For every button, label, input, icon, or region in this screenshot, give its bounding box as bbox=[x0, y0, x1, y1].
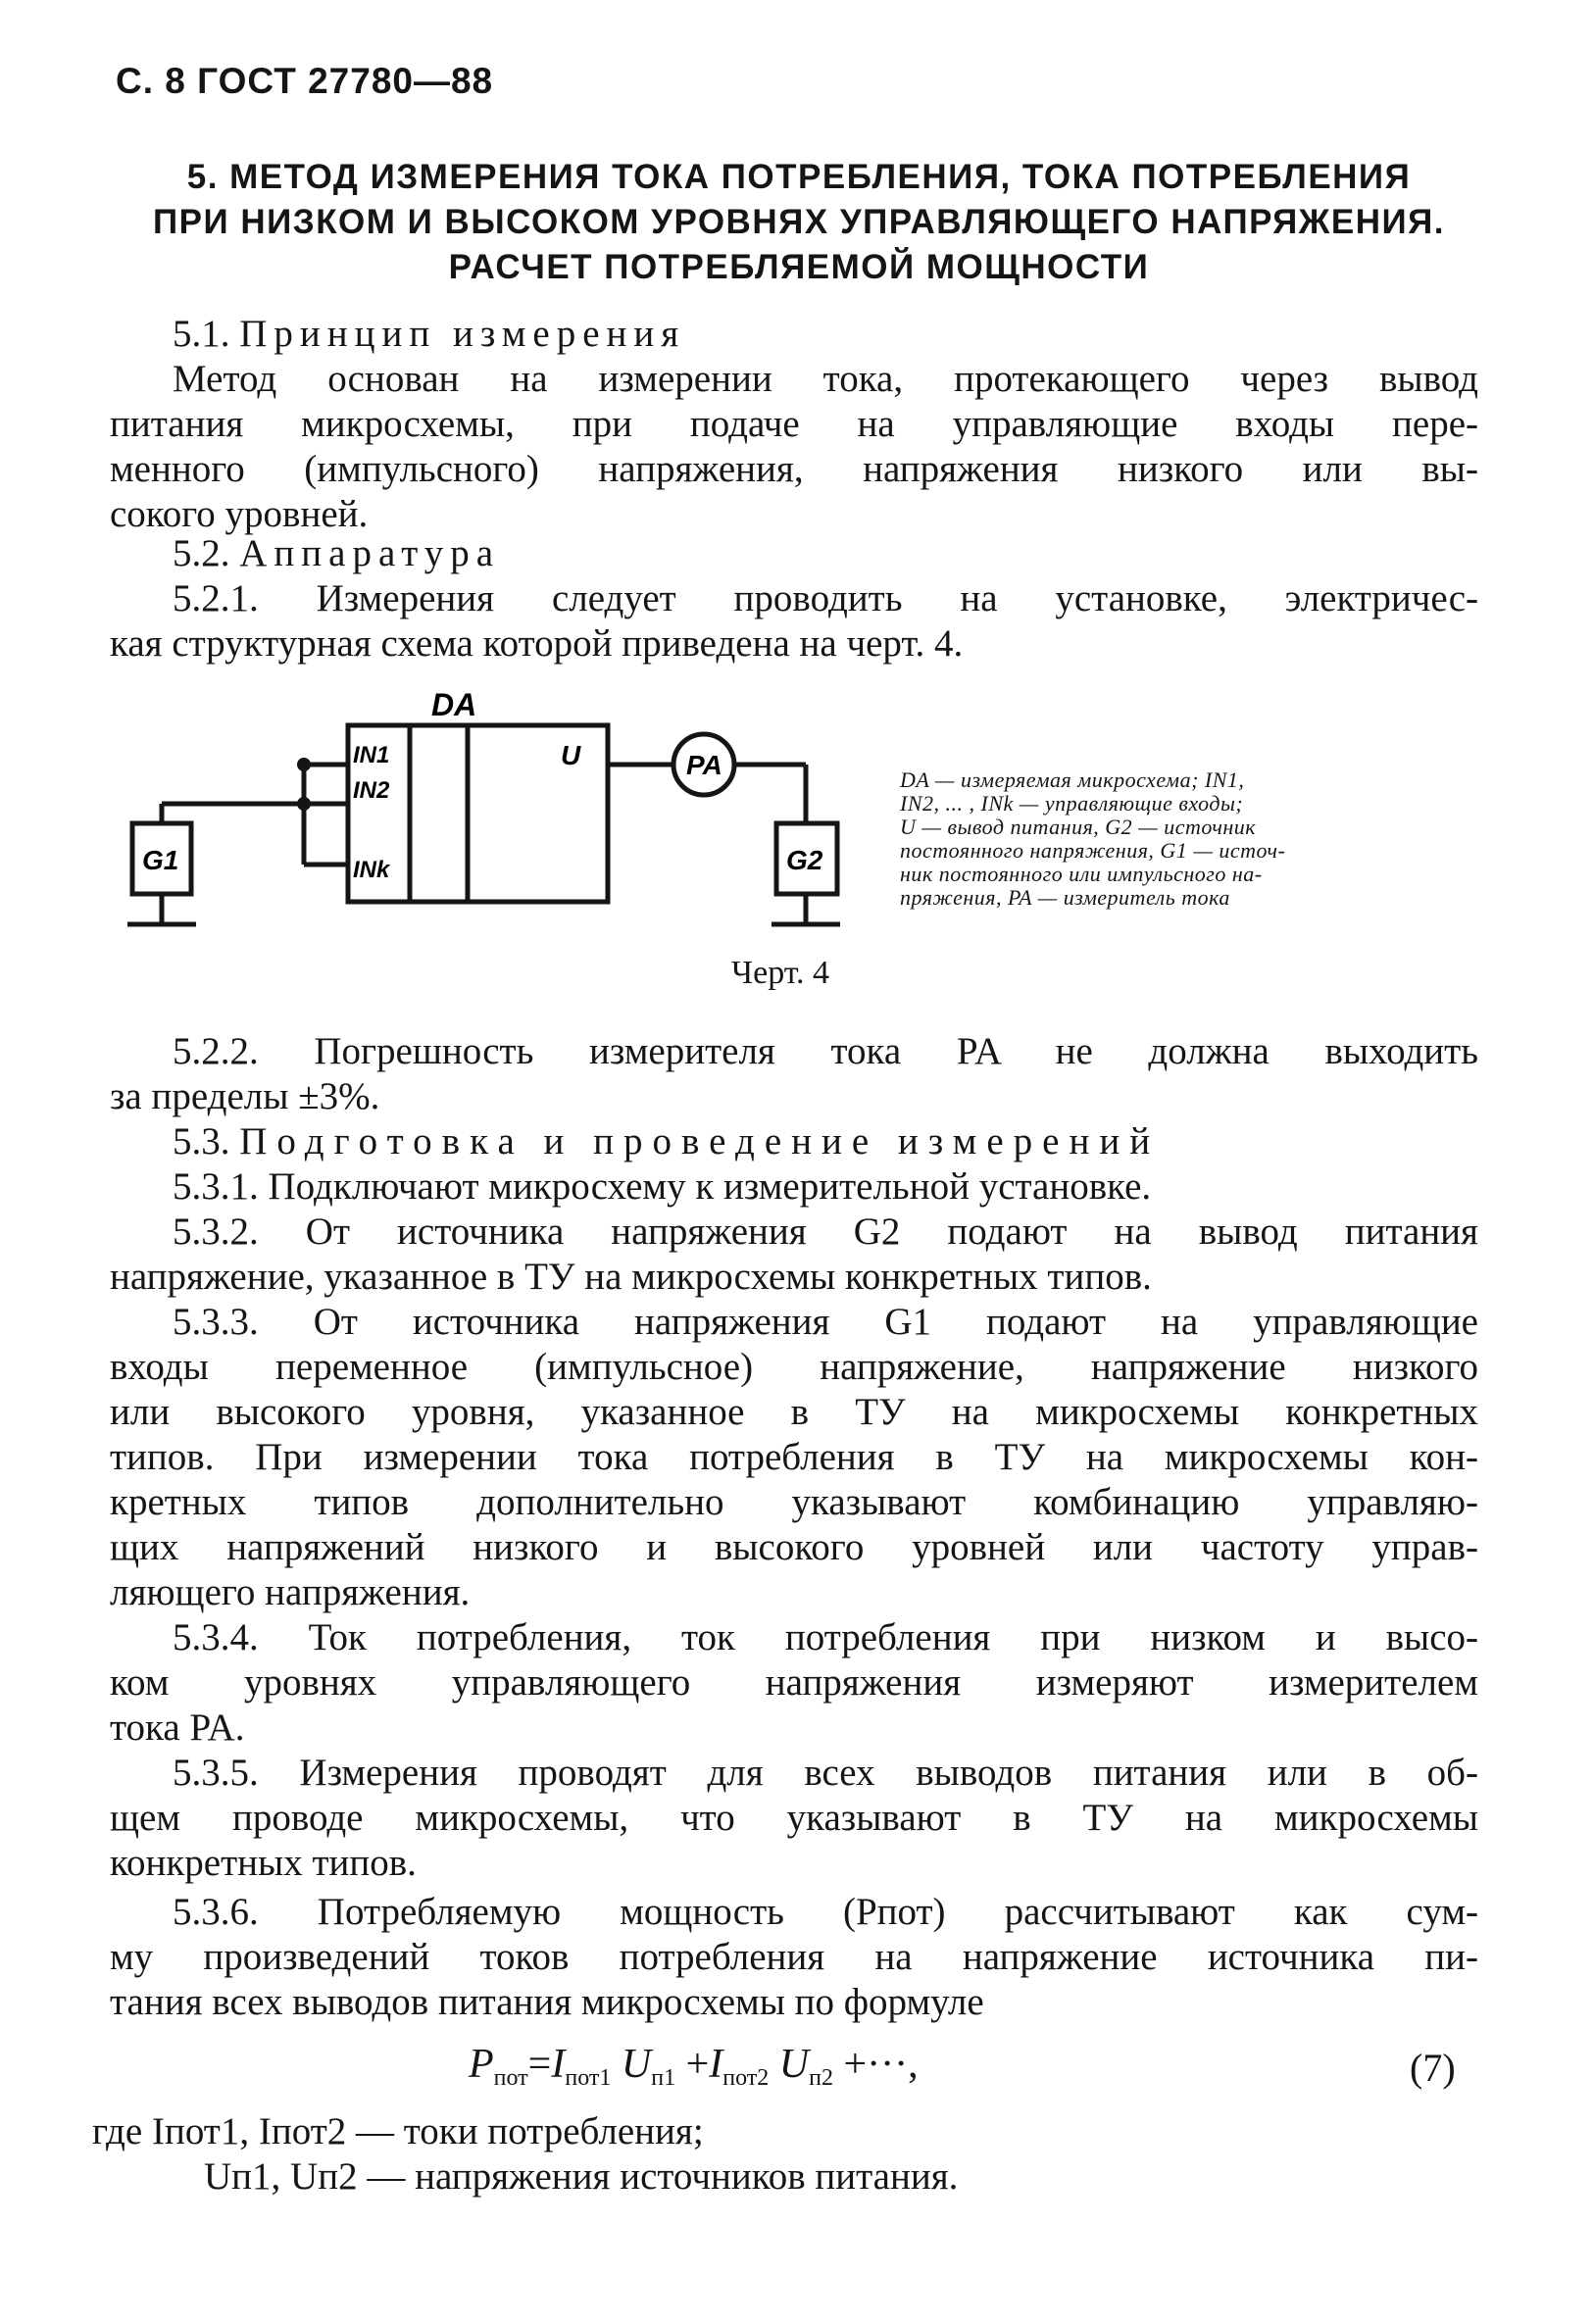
figure-legend bbox=[900, 768, 1285, 910]
paragraph-line: тока PA. bbox=[110, 1706, 245, 1749]
g1-label: G1 bbox=[142, 845, 179, 875]
legend-line: IN2, ... , INk — управляющие входы; bbox=[900, 791, 1244, 816]
junction-dot bbox=[297, 758, 311, 771]
formula-symbol: P bbox=[469, 2042, 494, 2087]
paragraph-line: 5.3.2. От источника напряжения G2 подают на вывод питания bbox=[173, 1211, 1478, 1253]
heading-number: 5.1. bbox=[173, 313, 230, 355]
paragraph-line: 5.3.1. Подключают микросхему к измерительной установке. bbox=[173, 1165, 1152, 1208]
legend-line: DA — измеряемая микросхема; IN1, bbox=[900, 767, 1245, 792]
paragraph-line: щем проводе микросхемы, что указывают в ТУ на микросхемы bbox=[110, 1797, 1478, 1839]
paragraph-line: напряжение, указанное в ТУ на микросхемы конкретных типов. bbox=[110, 1256, 1152, 1298]
paragraph-line: ком уровнях управляющего напряжения измеряют измерителем bbox=[110, 1661, 1478, 1704]
page-header: С. 8 ГОСТ 27780—88 bbox=[116, 61, 494, 101]
paragraph-line: 5.3.3. От источника напряжения G1 подают на управляющие bbox=[173, 1301, 1478, 1343]
section-title-line-3: РАСЧЕТ ПОТРЕБЛЯЕМОЙ МОЩНОСТИ bbox=[448, 248, 1150, 286]
legend-line: постоянного напряжения, G1 — источ- bbox=[900, 838, 1286, 863]
formula-subscript: пот1 bbox=[565, 2065, 612, 2091]
input-pin-label: INk bbox=[353, 857, 390, 883]
figure-label: Черт. 4 bbox=[731, 955, 830, 991]
paragraph-line: типов. При измерении тока потребления в ТУ на микросхемы кон- bbox=[110, 1436, 1478, 1478]
legend-line: ник постоянного или импульсного на- bbox=[900, 862, 1263, 886]
paragraph-line: 5.2.1. Измерения следует проводить на установке, электричес- bbox=[173, 577, 1478, 619]
formula-symbol: + bbox=[685, 2042, 710, 2087]
heading-5-2 bbox=[173, 531, 500, 576]
paragraph-line: входы переменное (импульсное) напряжение, напряжение низкого bbox=[110, 1346, 1478, 1388]
legend-line: пряжения, PA — измеритель тока bbox=[900, 885, 1230, 910]
input-pin-label: IN1 bbox=[353, 742, 390, 768]
paragraph-line: за пределы ±3%. bbox=[110, 1075, 380, 1117]
formula-subscript: пот2 bbox=[722, 2065, 770, 2091]
formula-where-line-2: Uп1, Uп2 — напряжения источников питания. bbox=[204, 2155, 959, 2198]
paragraph-line: 5.3.4. Ток потребления, ток потребления при низком и высо- bbox=[173, 1616, 1478, 1658]
formula-subscript: п1 bbox=[651, 2065, 676, 2091]
paragraph-line: менного (импульсного) напряжения, напряжения низкого или вы- bbox=[110, 448, 1478, 490]
formula-subscript: п2 bbox=[809, 2065, 833, 2091]
heading-5-3 bbox=[173, 1119, 1160, 1164]
paragraph-line: Метод основан на измерении тока, протекающего через вывод bbox=[173, 358, 1478, 400]
heading-text: Принцип измерения bbox=[239, 313, 686, 355]
formula-symbol: +···, bbox=[843, 2042, 919, 2087]
junction-dot bbox=[297, 797, 311, 811]
paragraph-line: ляющего напряжения. bbox=[110, 1571, 471, 1613]
formula-symbol: U bbox=[621, 2042, 652, 2087]
heading-text: Подготовка и проведение измерений bbox=[239, 1120, 1161, 1162]
heading-5-1 bbox=[173, 312, 685, 357]
heading-number: 5.2. bbox=[173, 532, 230, 574]
paragraph-line: тания всех выводов питания микросхемы по формуле bbox=[110, 1981, 984, 2023]
equation-number: (7) bbox=[1410, 2046, 1456, 2090]
paragraph-line: сокого уровней. bbox=[110, 493, 369, 535]
supply-pin-label: U bbox=[561, 740, 581, 770]
paragraph-line: 5.3.6. Потребляемую мощность (Pпот) рассчитывают как сум- bbox=[173, 1891, 1478, 1933]
circuit-diagram bbox=[118, 686, 902, 970]
heading-text: Аппаратура bbox=[239, 532, 501, 574]
input-pin-label: IN2 bbox=[353, 777, 390, 804]
paragraph-line: кая структурная схема которой приведена на черт. 4. bbox=[110, 622, 964, 665]
formula-subscript: пот bbox=[493, 2065, 528, 2091]
heading-number: 5.3. bbox=[173, 1120, 230, 1162]
formula-symbol: U bbox=[778, 2042, 810, 2087]
meter-label: PA bbox=[686, 750, 722, 780]
formula-symbol: I bbox=[709, 2042, 723, 2087]
formula-where-line-1: где Iпот1, Iпот2 — токи потребления; bbox=[92, 2110, 704, 2152]
formula-symbol: I bbox=[551, 2042, 566, 2087]
paragraph-line: или высокого уровня, указанное в ТУ на микросхемы конкретных bbox=[110, 1391, 1478, 1433]
section-title-line-1: 5. МЕТОД ИЗМЕРЕНИЯ ТОКА ПОТРЕБЛЕНИЯ, ТОКА ПОТРЕБЛЕНИЯ bbox=[186, 158, 1412, 196]
g2-label: G2 bbox=[786, 845, 823, 875]
paragraph-line: му произведений токов потребления на напряжение источника пи- bbox=[110, 1936, 1478, 1978]
formula-symbol: = bbox=[527, 2042, 552, 2087]
paragraph-line: кретных типов дополнительно указывают комбинацию управляю- bbox=[110, 1481, 1478, 1523]
paragraph-line: 5.3.5. Измерения проводят для всех выводов питания или в об- bbox=[173, 1752, 1478, 1794]
paragraph-line: конкретных типов. bbox=[110, 1842, 417, 1884]
paragraph-line: питания микросхемы, при подаче на управляющие входы пере- bbox=[110, 403, 1478, 445]
formula-7 bbox=[469, 2041, 919, 2092]
paragraph-line: 5.2.2. Погрешность измерителя тока PA не должна выходить bbox=[173, 1030, 1478, 1072]
paragraph-line: щих напряжений низкого и высокого уровней или частоту управ- bbox=[110, 1526, 1478, 1568]
section-title-line-2: ПРИ НИЗКОМ И ВЫСОКОМ УРОВНЯХ УПРАВЛЯЮЩЕГО НАПРЯЖЕНИЯ. bbox=[152, 203, 1446, 241]
chip-label: DA bbox=[431, 687, 477, 722]
legend-line: U — вывод питания, G2 — источник bbox=[900, 815, 1257, 839]
